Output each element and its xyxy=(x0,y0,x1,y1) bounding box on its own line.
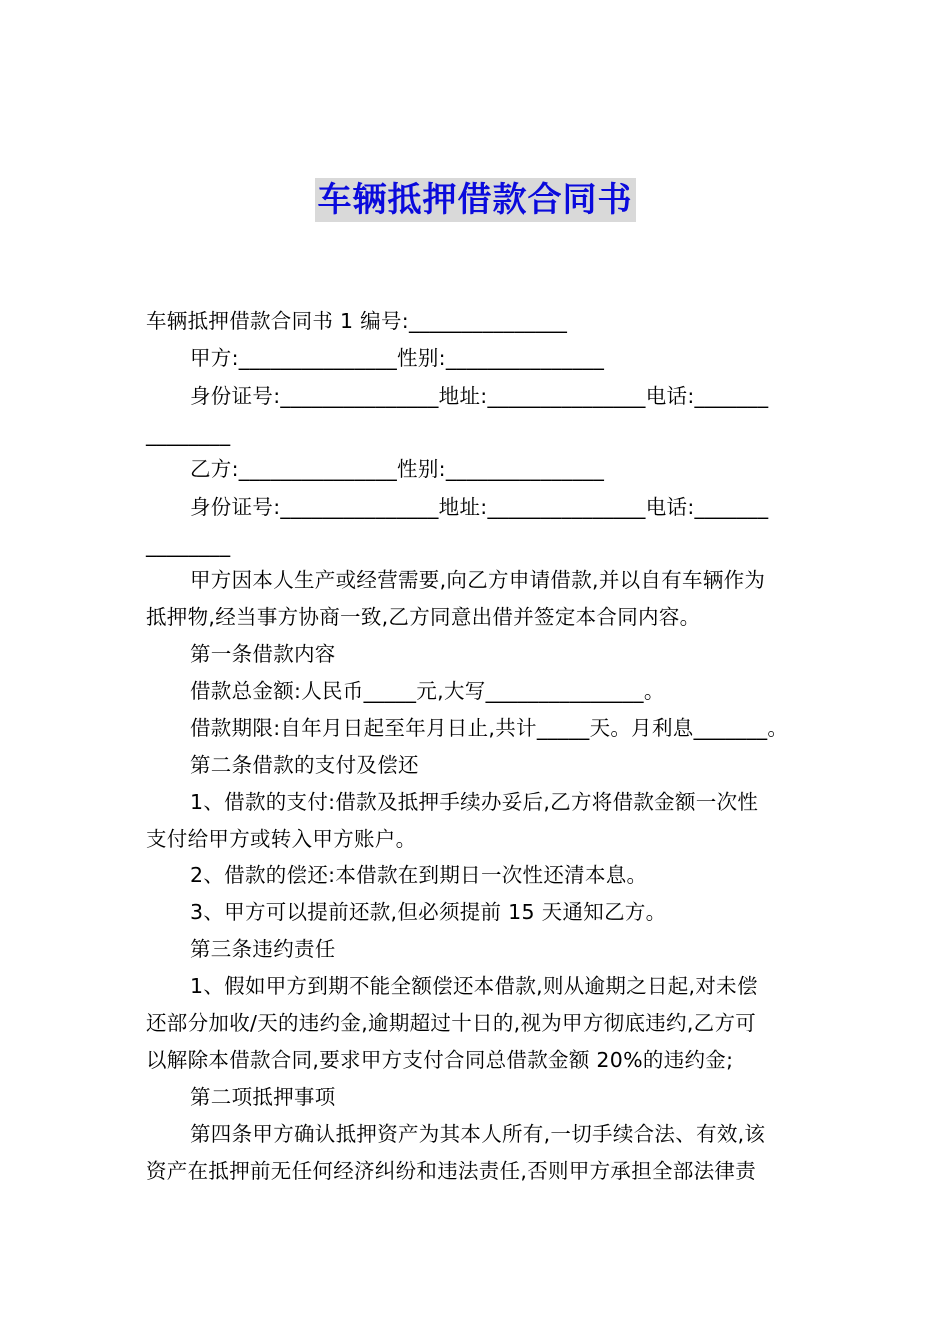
section-heading: 第三条违约责任 xyxy=(190,937,336,961)
text-line: 第四条甲方确认抵押资产为其本人所有,一切手续合法、有效,该 xyxy=(190,1122,766,1146)
text-line: 以解除本借款合同,要求甲方支付合同总借款金额 20%的违约金; xyxy=(146,1048,734,1072)
section-heading: 第二项抵押事项 xyxy=(190,1085,336,1109)
text-line: 甲方:_______________性别:_______________ xyxy=(190,346,605,370)
text-line: 身份证号:_______________地址:_______________电话:_______ xyxy=(190,384,769,408)
section-heading: 第一条借款内容 xyxy=(190,642,336,666)
text-line: 抵押物,经当事方协商一致,乙方同意出借并签定本合同内容。 xyxy=(146,605,701,629)
section-heading: 第二条借款的支付及偿还 xyxy=(190,753,419,777)
text-line: 支付给甲方或转入甲方账户。 xyxy=(146,827,417,851)
text-line: 借款期限:自年月日起至年月日止,共计_____天。月利息_______。 xyxy=(190,716,789,740)
text-line: 3、甲方可以提前还款,但必须提前 15 天通知乙方。 xyxy=(190,900,667,924)
title-container xyxy=(0,178,950,222)
text-line: 2、借款的偿还:本借款在到期日一次性还清本息。 xyxy=(190,863,648,887)
text-line: 1、借款的支付:借款及抵押手续办妥后,乙方将借款金额一次性 xyxy=(190,790,759,814)
text-line: 1、假如甲方到期不能全额偿还本借款,则从逾期之日起,对未偿 xyxy=(190,974,758,998)
text-line: 还部分加收/天的违约金,逾期超过十日的,视为甲方彻底违约,乙方可 xyxy=(146,1011,757,1035)
text-line: 借款总金额:人民币_____元,大写_______________。 xyxy=(190,679,665,703)
text-line: 乙方:_______________性别:_______________ xyxy=(190,457,605,481)
text-line: 甲方因本人生产或经营需要,向乙方申请借款,并以自有车辆作为 xyxy=(190,568,766,592)
text-line: 身份证号:_______________地址:_______________电话:_______ xyxy=(190,495,769,519)
text-line: 车辆抵押借款合同书 1 编号:_______________ xyxy=(146,309,568,333)
document-title: 车辆抵押借款合同书 xyxy=(315,178,636,222)
text-line: 资产在抵押前无任何经济纠纷和违法责任,否则甲方承担全部法律责 xyxy=(146,1159,757,1183)
text-line: ________ xyxy=(146,422,231,446)
text-line: ________ xyxy=(146,533,231,557)
